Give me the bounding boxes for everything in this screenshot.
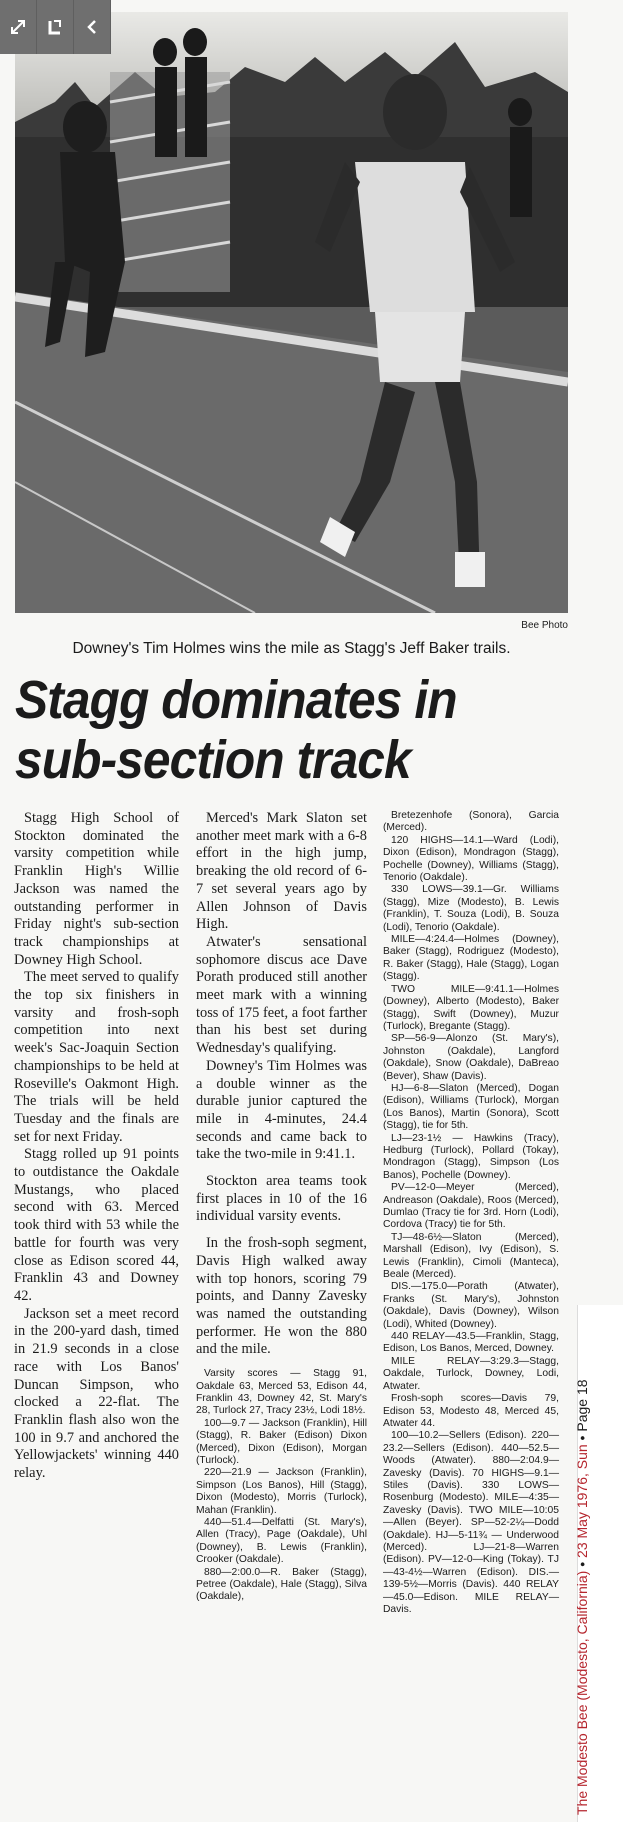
results-entry: Varsity scores — Stagg 91, Oakdale 63, Merced 53, Edison 44, Franklin 43, Downey 42, St. Mary's 28, Turlock 27, Tracy 23½, Lodi 18½. [196,1368,367,1417]
photo-caption: Downey's Tim Holmes wins the mile as Stagg's Jeff Baker trails. [72,640,511,657]
clip-button[interactable] [37,0,74,54]
separator: • [574,1561,590,1567]
results-entry: 880—2:00.0—R. Baker (Stagg), Petree (Oakdale), Hale (Stagg), Silva (Oakdale), [196,1566,367,1603]
results-entry: PV—12-0—Meyer (Merced), Andreason (Oakdale), Roos (Merced), Dumlao (Tracy tie for 3rd. Horn (Lodi), Cordova (Tracy) tie for 5th. [383,1182,559,1231]
results-entry: TWO MILE—9:41.1—Holmes (Downey), Alberto (Modesto), Baker (Stagg), Swift (Downey), Muzur (Turlock), Bregante (Stagg). [383,983,559,1032]
results-entry: LJ—23-1½ — Hawkins (Tracy), Hedburg (Turlock), Pollard (Tokay), Mondragon (Stagg), Simpson (Los Banos), Pochelle (Downey). [383,1132,559,1181]
results-entry: Frosh-soph scores—Davis 79, Edison 53, Modesto 48, Merced 45, Atwater 44. [383,1393,559,1429]
expand-button[interactable] [0,0,37,54]
results-entry: 440 RELAY—43.5—Franklin, Stagg, Edison, Los Banos, Merced, Downey. [383,1331,559,1355]
headline-line-2: sub-section track [15,730,411,790]
headline-line-1: Stagg dominates in [15,670,457,730]
results-entry: 440—51.4—Delfatti (St. Mary's), Allen (Tracy), Page (Oakdale), Uhl (Downey), B. Lewis (Franklin), Crooker (Oakdale). [196,1516,367,1566]
results-entry: 330 LOWS—39.1—Gr. Williams (Stagg), Mize (Modesto), B. Lewis (Franklin), T. Souza (Lodi), B. Souza (Lodi), Tenorio (Oakdale). [383,884,559,933]
source-name: The Modesto Bee (Modesto, California) [574,1570,590,1815]
expand-icon [9,18,27,36]
article-paragraph: Downey's Tim Holmes was a double winner as the durable junior captured the mile in 4-minutes, 24.4 seconds and came back to take the two-mile in 9:41.1. [196,1057,367,1163]
article-paragraph: Atwater's sensational sophomore discus ace Dave Porath produced still another meet mark with a winning toss of 175 feet, a foot farther than his best set during Wednesday's qualifying. [196,933,367,1057]
results-entry: SP—56-9—Alonzo (St. Mary's), Johnston (Oakdale), Langford (Oakdale), Snow (Oakdale), DaBreao (Bever), Shaw (Davis). [383,1033,559,1082]
chevron-left-icon [85,18,99,36]
article-paragraph: Stockton area teams took first places in 10 of the 16 individual varsity events. [196,1173,367,1225]
photo-credit: Bee Photo [521,620,568,631]
results-column [383,810,559,1616]
clip-icon [46,18,64,36]
article-paragraph: The meet served to qualify the top six finishers in varsity and frosh-soph competition into next week's Sac-Joaquin Section championships to be held at Roseville's Oakmont High. The trials will be held Tuesday and the finals are set for next Friday. [14,969,179,1145]
article-paragraph: Jackson set a meet record in the 200-yard dash, timed in 21.9 seconds in a close race with Los Banos' Duncan Simpson, who clocked a 22-flat. The Franklin flash also won the 100 in 9.7 and anchored the Yellowjackets' winning 440 relay. [14,1305,179,1482]
headline [15,670,526,790]
results-entry: DIS.—175.0—Porath (Atwater), Franks (St. Mary's), Johnston (Oakdale), Davis (Downey), Wilson (Lodi), Whited (Downey). [383,1281,559,1330]
article-column-2 [196,810,367,1604]
results-entry: TJ—48-6½—Slaton (Merced), Marshall (Edison), Ivy (Edison), S. Lewis (Franklin), Cimoli (Manteca), Beale (Merced). [383,1231,559,1281]
collapse-button[interactable] [74,0,111,54]
article-paragraph: In the frosh-soph segment, Davis High walked away with top honors, scoring 79 points, and Danny Zavesky was named the outstanding performer. He won the 880 and the mile. [196,1235,367,1358]
results-entry: 100—10.2—Sellers (Edison). 220—23.2—Sellers (Edison). 440—52.5—Woods (Atwater). 880—2:04.9—Zavesky (Davis). 70 HIGHS—9.1—Stiles (Davis). 330 LOWS—Rosenburg (Modesto). MILE—4:35—Zavesky (Davis). TWO MILE—10:05—Allen (Beyer). SP—52-2¼—Dodd (Oakdale). HJ—5-11¾ — Underwood (Merced). LJ—21-8—Warren (Edison). PV—12-0—King (Tokay). TJ—43-4½—Warren (Edison). DIS.—139-5½—Morris (Davis). 440 RELAY—45.0—Edison. MILE RELAY—Davis. [383,1430,559,1615]
results-entry: MILE—4:24.4—Holmes (Downey), Baker (Stagg), Rodriguez (Modesto), R. Baker (Stagg), Hale (Stagg), Logan (Stagg). [383,934,559,983]
viewer-toolbar [0,0,111,54]
results-entry: 100—9.7 — Jackson (Franklin), Hill (Stagg), R. Baker (Edison) Dixon (Merced), Dixon (Edison), Morgan (Turlock). [196,1417,367,1466]
article-column-1 [14,810,179,1483]
results-entry: 120 HIGHS—14.1—Ward (Lodi), Dixon (Edison), Mondragon (Stagg), Pochelle (Downey), Williams (Stagg), Tenorio (Oakdale). [383,834,559,884]
results-entry: 220—21.9 — Jackson (Franklin), Simpson (Los Banos), Hill (Stagg), Dixon (Modesto), Morris (Turlock), Mahan (Franklin). [196,1467,367,1516]
citation-text [572,1305,592,1815]
results-entry: MILE RELAY—3:29.3—Stagg, Oakdale, Turlock, Downey, Lodi, Atwater. [383,1355,559,1392]
article-paragraph: Merced's Mark Slaton set another meet mark with a 6-8 effort in the high jump, breaking the old record of 6-7 set several years ago by Allen Johnson of Davis High. [196,810,367,933]
results-entry: HJ—6-8—Slaton (Merced), Dogan (Edison), Williams (Turlock), Morgan (Los Banos), Martin (Sonora), Scott (Stagg), tie for 5th. [383,1082,559,1132]
separator: • [574,1435,590,1441]
page-number: Page 18 [574,1379,590,1432]
track-photo [15,12,568,613]
publication-date: 23 May 1976, Sun [574,1444,590,1558]
article-paragraph: Stagg High School of Stockton dominated the varsity competition while Franklin High's Willie Jackson was named the outstanding performer in Friday night's sub-section track championships at Downey High School. [14,810,179,968]
results-entry: Bretezenhofe (Sonora), Garcia (Merced). [383,810,559,834]
article-paragraph: Stagg rolled up 91 points to outdistance the Oakdale Mustangs, who placed second with 63. Merced took third with 53 while the battle for fourth was very close as Edison scored 44, Franklin 43 and Downey 42. [14,1146,179,1304]
